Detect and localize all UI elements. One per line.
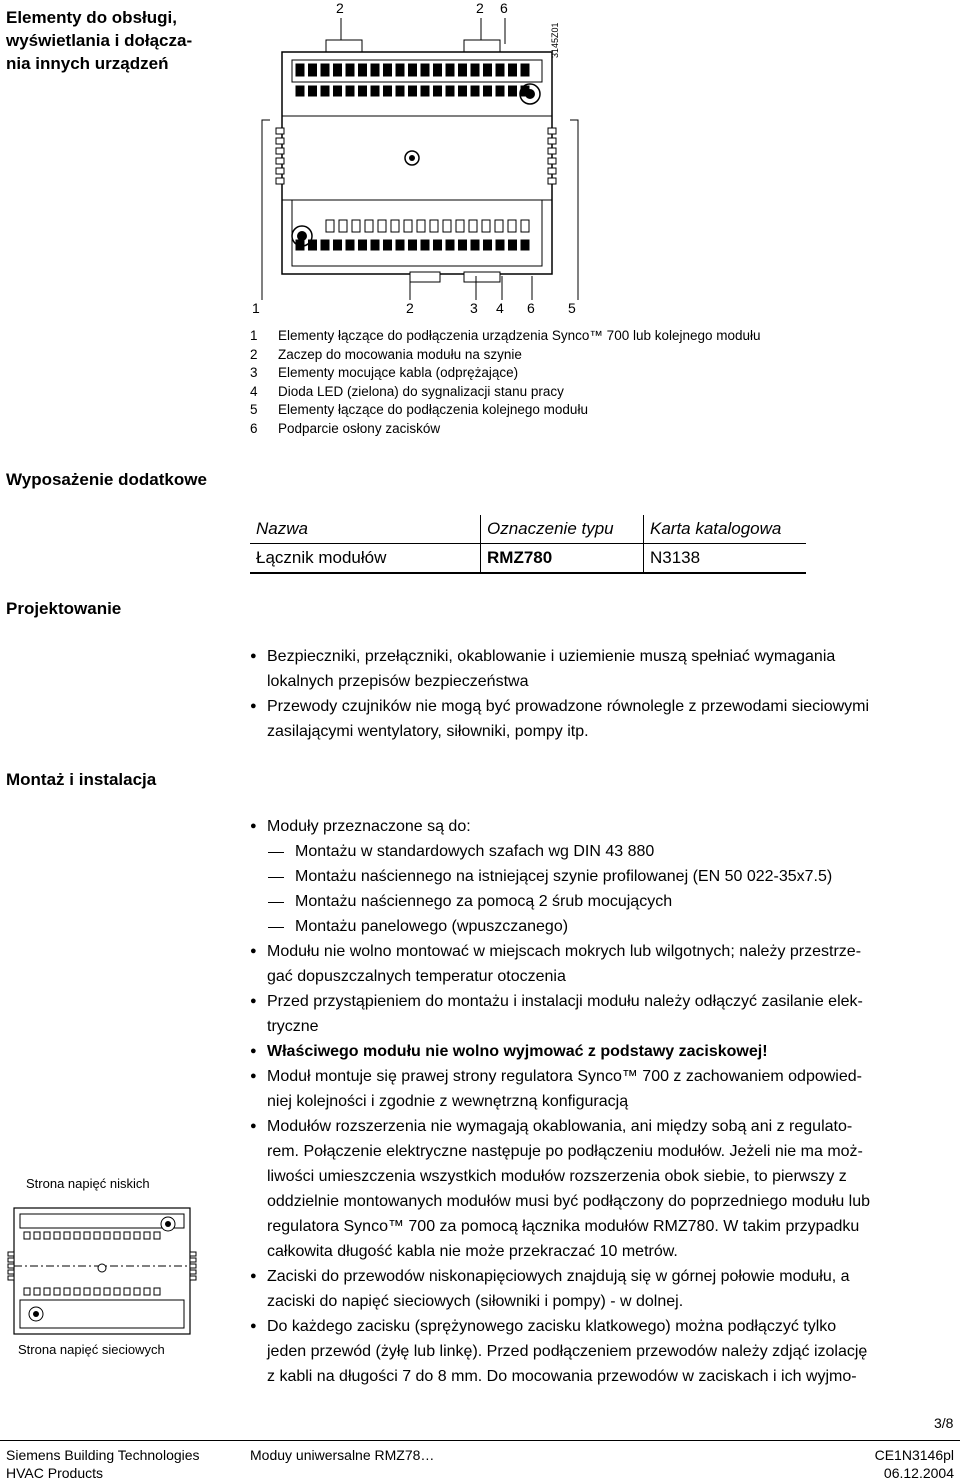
list-item-line: liwości umieszczenia wszystkich modułów rozszerzenia obok siebie, to pierwszy z [267,1168,847,1185]
list-item-line: ● Przed przystąpieniem do montażu i instalacji modułu należy odłączyć zasilanie elek- [267,993,863,1010]
installation-list [250,814,960,1389]
callout-bottom-2: 2 [406,300,414,316]
label-low-voltage: Strona napięć niskich [26,1176,150,1191]
legend-item [250,420,440,438]
list-item-line: z kabli na długości 7 do 8 mm. Do mocowania przewodów w zaciskach i ich wyjmo- [267,1368,857,1385]
list-item [250,1264,960,1314]
list-item-line: jeden przewód (żyłę lub linkę). Przed podłączeniem przewodów należy zdjąć izolację [267,1343,868,1360]
dash-item: Montażu panelowego (wpuszczanego) [250,914,960,939]
section-title-line: wyświetlania i dołącza- [6,31,193,50]
callout-bottom-5: 5 [568,300,576,316]
legend-text: Elementy łączące do podłączenia kolejnego modułu [278,402,588,417]
installation-diagram [6,1172,206,1372]
accessories-table [250,515,806,574]
legend-number: 1 [250,328,258,343]
section-title-line: Elementy do obsługi, [6,8,177,27]
footer-rule [0,1440,960,1441]
callout-bottom-3: 3 [470,300,478,316]
list-item [250,989,960,1039]
footer-doc-title: Moduy uniwersalne RMZ78… [250,1447,435,1463]
list-item-line: gać dopuszczalnych temperatur otoczenia [267,968,566,985]
list-item [250,1064,960,1114]
legend-text: Zaczep do mocowania modułu na szynie [278,346,522,362]
callout-bottom-4: 4 [496,300,504,316]
callout-bottom-6: 6 [527,300,535,316]
accessories-heading: Wyposażenie dodatkowe [6,470,207,489]
installation-heading: Montaż i instalacja [6,770,157,789]
footer-division: HVAC Products [6,1465,103,1481]
cell-datasheet: N3138 [644,544,807,574]
list-item-line: ● Moduł montuje się prawej strony regulatora Synco™ 700 z zachowaniem odpowied- [267,1068,862,1085]
legend-number: 5 [250,402,258,417]
list-item-line: ● Zaciski do przewodów niskonapięciowych znajdują się w górnej połowie modułu, a [267,1268,850,1285]
list-item-line: ● Moduły przeznaczone są do: [267,818,471,835]
cell-name: Łącznik modułów [250,544,481,574]
planning-heading: Projektowanie [6,599,122,618]
table-header-row [250,515,806,544]
footer-company: Siemens Building Technologies [6,1447,200,1463]
list-item-line: całkowita długość kabla nie może przekraczać 10 metrów. [267,1243,678,1260]
legend-item [250,383,564,401]
column-header-datasheet: Karta katalogowa [644,515,807,544]
table-row [250,544,806,574]
section-title [6,6,226,75]
legend-text: Dioda LED (zielona) do sygnalizacji stanu pracy [278,383,564,399]
list-item [250,814,960,839]
list-item-line: lokalnych przepisów bezpieczeństwa [267,673,529,690]
module-diagram [240,0,600,320]
drawing-code: 3145Z01 [550,22,560,58]
cell-type: RMZ780 [481,544,644,574]
page-number: 3/8 [934,1415,954,1431]
callout-bottom-1: 1 [252,300,260,316]
footer-date: 06.12.2004 [883,1465,954,1481]
legend-item [250,401,588,419]
legend-text: Elementy łączące do podłączenia urządzenia Synco™ 700 lub kolejnego modułu [278,328,761,343]
mini-module-drawing [6,1196,206,1346]
list-item-line: ● Bezpieczniki, przełączniki, okablowanie i uziemienie muszą spełniać wymagania [267,648,836,665]
legend-number: 6 [250,420,258,436]
list-item-line: niej kolejności i zgodnie z wewnętrzną konfiguracją [267,1093,629,1110]
legend-item [250,364,518,382]
callout-top-1: 2 [336,0,344,16]
dash-item: Montażu w standardowych szafach wg DIN 43 880 [250,839,960,864]
list-item-line: ● Modułu nie wolno montować w miejscach mokrych lub wilgotnych; należy przestrze- [267,943,862,960]
legend-number: 2 [250,346,258,362]
legend-item [250,327,761,345]
legend-number: 3 [250,365,258,380]
column-header-type: Oznaczenie typu [481,515,644,544]
list-item [250,694,955,744]
legend-text: Podparcie osłony zacisków [278,420,441,436]
planning-list [250,644,955,744]
list-item-line: ● Do każdego zacisku (sprężynowego zacisku klatkowego) można podłączyć tylko [267,1318,837,1335]
list-item-line: ● Modułów rozszerzenia nie wymagają okablowania, ani między sobą ani z regulato- [267,1118,853,1135]
section-title-line: nia innych urządzeń [6,54,169,73]
footer-doc-code: CE1N3146pl [874,1447,954,1463]
callout-top-2: 2 [476,0,484,16]
column-header-name: Nazwa [250,515,481,544]
label-mains: Strona napięć sieciowych [18,1342,165,1357]
module-drawing [240,0,600,300]
list-item-line: zasilającymi wentylatory, siłowniki, pompy itp. [267,723,589,740]
callout-top-3: 6 [500,0,508,16]
list-item-line: ● Właściwego modułu nie wolno wyjmować z podstawy zaciskowej! [267,1043,768,1060]
list-item [250,1314,960,1389]
legend-number: 4 [250,383,258,399]
list-item-line: tryczne [267,1018,319,1035]
list-item [250,1039,960,1064]
list-item-line: zaciski do napięć sieciowych (siłowniki i pompy) - w dolnej. [267,1293,684,1310]
dash-item: Montażu naściennego za pomocą 2 śrub mocujących [250,889,960,914]
legend-item [250,346,522,364]
list-item-line: regulatora Synco™ 700 za pomocą łącznika modułów RMZ780. W takim przypadku [267,1218,860,1235]
list-item [250,1114,960,1264]
list-item [250,644,955,694]
list-item-line: ● Przewody czujników nie mogą być prowadzone równolegle z przewodami sieciowymi [267,698,870,715]
list-item [250,939,960,989]
dash-item: Montażu naściennego na istniejącej szynie profilowanej (EN 50 022-35x7.5) [250,864,960,889]
list-item-line: rem. Połączenie elektryczne następuje po podłączeniu modułów. Jeżeli nie ma moż- [267,1143,863,1160]
legend-text: Elementy mocujące kabla (odprężające) [278,365,519,380]
list-item-line: oddzielnie montowanych modułów musi być podłączony do poprzedniego modułu lub [267,1193,871,1210]
